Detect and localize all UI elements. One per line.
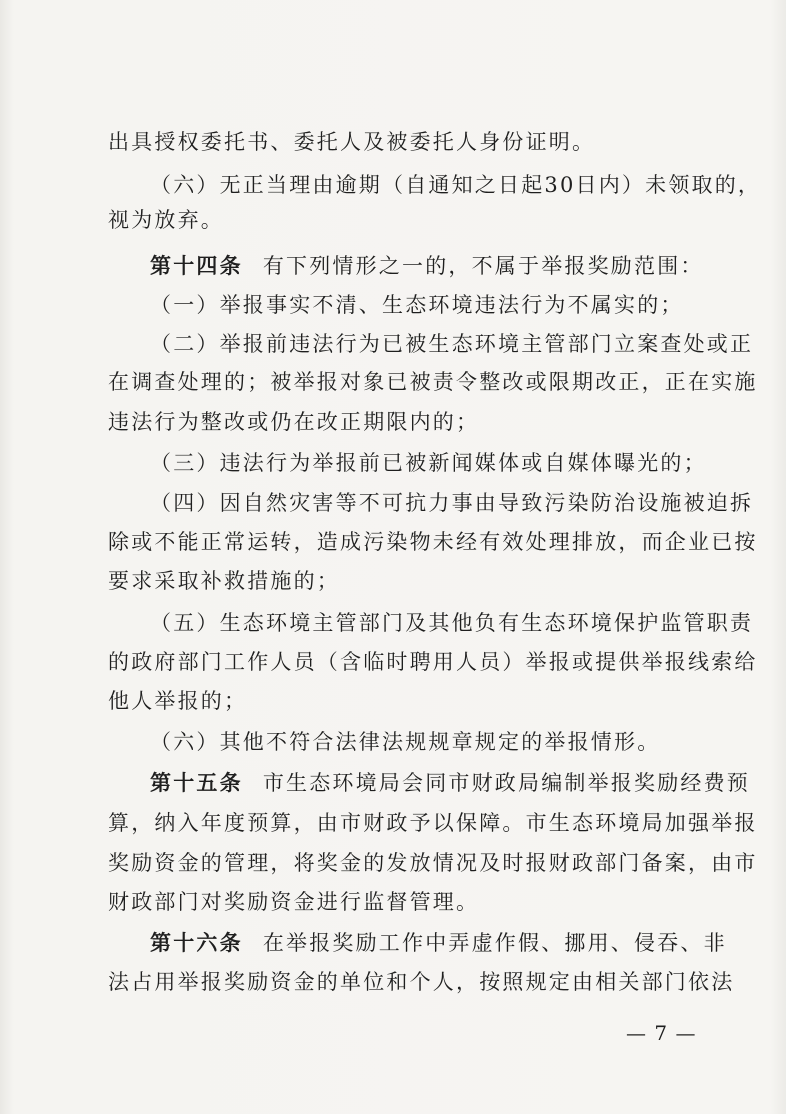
body-line: 奖励资金的管理，将奖金的发放情况及时报财政部门备案，由市 <box>108 851 758 875</box>
body-line: 的政府部门工作人员（含临时聘用人员）举报或提供举报线索给 <box>108 650 758 674</box>
body-line: 财政部门对奖励资金进行监督管理。 <box>108 890 480 914</box>
body-line: 要求采取补救措施的； <box>108 569 340 593</box>
article-14-heading: 第十四条 <box>150 253 243 278</box>
article-15-heading: 第十五条 <box>150 770 243 795</box>
body-line: （二）举报前违法行为已被生态环境主管部门立案查处或正 <box>150 332 754 356</box>
article-14-paragraph <box>150 253 704 279</box>
article-15-paragraph <box>150 770 750 796</box>
body-line: （一）举报事实不清、生态环境违法行为不属实的； <box>150 293 684 317</box>
body-line: 出具授权委托书、委托人及被委托人身份证明。 <box>108 130 596 154</box>
body-line: 除或不能正常运转，造成污染物未经有效处理排放，而企业已按 <box>108 530 758 554</box>
body-line: （六）其他不符合法律法规规章规定的举报情形。 <box>150 730 661 754</box>
body-line: （六）无正当理由逾期（自通知之日起30日内）未领取的， <box>150 173 762 197</box>
article-16-text: 在举报奖励工作中弄虚作假、挪用、侵吞、非 <box>262 931 727 955</box>
article-16-heading: 第十六条 <box>150 930 243 955</box>
body-line: 算，纳入年度预算，由市财政予以保障。市生态环境局加强举报 <box>108 811 758 835</box>
body-line: 在调查处理的；被举报对象已被责令整改或限期改正，正在实施 <box>108 370 758 394</box>
body-line: 他人举报的； <box>108 689 248 713</box>
article-15-text: 市生态环境局会同市财政局编制举报奖励经费预 <box>262 771 751 795</box>
body-line: 违法行为整改或仍在改正期限内的； <box>108 410 480 434</box>
body-line: 法占用举报奖励资金的单位和个人，按照规定由相关部门依法 <box>108 970 735 994</box>
body-line: 视为放弃。 <box>108 208 224 232</box>
body-line: （五）生态环境主管部门及其他负有生态环境保护监管职责 <box>150 611 754 635</box>
body-line: （四）因自然灾害等不可抗力事由导致污染防治设施被迫拆 <box>150 491 754 515</box>
page-number: — 7 — <box>626 1021 697 1045</box>
article-14-text: 有下列情形之一的，不属于举报奖励范围： <box>262 254 704 278</box>
body-line: （三）违法行为举报前已被新闻媒体或自媒体曝光的； <box>150 451 707 475</box>
article-16-paragraph <box>150 930 727 956</box>
